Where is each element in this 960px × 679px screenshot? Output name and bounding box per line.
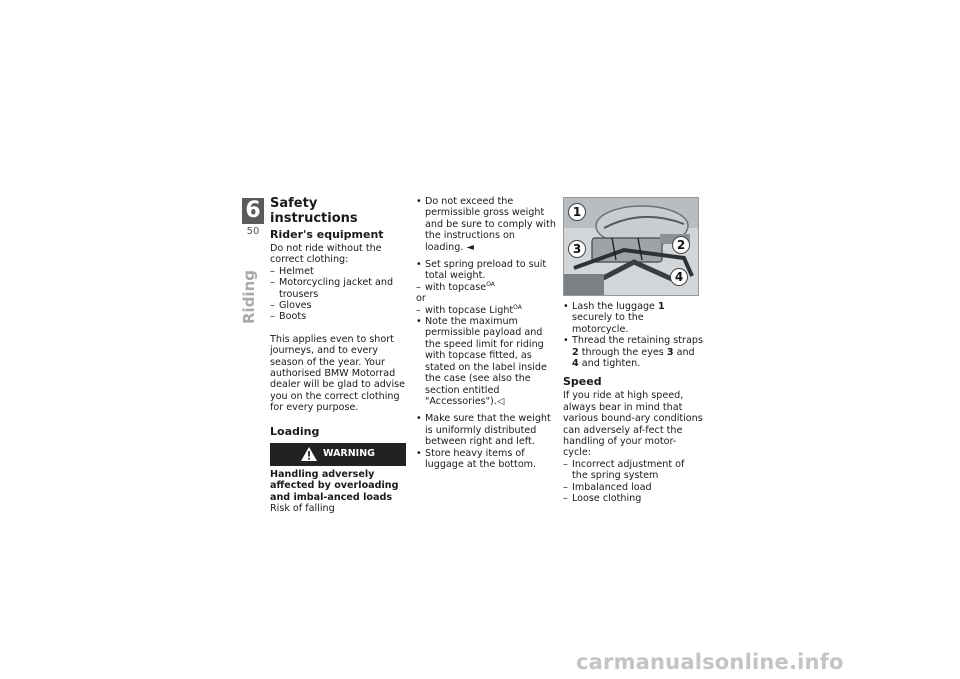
warning-text: Risk of falling	[270, 502, 335, 514]
end-marker-icon: ◄	[466, 241, 474, 253]
chapter-tab	[242, 198, 264, 224]
list-item: – Incorrect adjustment of the spring system	[563, 459, 703, 482]
topcase-list-a	[416, 282, 556, 293]
speed-paragraph: If you ride at high speed, always bear in mind that various bound-ary conditions can adversely af-fect the handling of your motor-cycle:	[563, 390, 703, 459]
callout-2: 2	[672, 236, 690, 254]
loading-list-1	[416, 196, 556, 282]
warning-title: Handling adversely affected by overloading and imbal-anced loads	[270, 468, 399, 503]
callout-1: 1	[568, 203, 586, 221]
end-marker-icon: ◁	[496, 395, 505, 407]
list-item: – Gloves	[270, 300, 406, 311]
callout-3: 3	[568, 240, 586, 258]
column-safety	[270, 196, 406, 514]
list-item: • Lash the luggage 1 securely to the motorcycle.	[563, 301, 703, 335]
speed-heading: Speed	[563, 375, 602, 389]
list-item: • Note the maximum permissible payload and the speed limit for riding with topcase fitted, as stated on the label inside the case (see also the section entitled "Accessories").◁	[416, 316, 556, 407]
list-item: • Make sure that the weight is uniformly distributed between right and left.	[416, 413, 556, 447]
loading-list-2	[416, 316, 556, 470]
warning-banner	[270, 443, 406, 466]
section-title: Safety instructions	[270, 196, 358, 226]
clothing-list	[270, 266, 406, 323]
list-item: • Do not exceed the permissible gross weight and be sure to comply with the instructions on loading. ◄	[416, 196, 556, 253]
list-item: – with topcase Light$^{OA}$	[416, 305, 556, 316]
list-item: – with topcase$^{OA}$	[416, 282, 556, 293]
list-item: – Motorcycling jacket and trousers	[270, 277, 406, 300]
or-text: or	[416, 293, 426, 305]
column-loading	[416, 196, 556, 470]
list-item: – Helmet	[270, 266, 406, 277]
list-item: – Imbalanced load	[563, 482, 703, 493]
luggage-steps	[563, 301, 703, 369]
chapter-number: 6	[245, 198, 261, 223]
list-item: • Set spring preload to suit total weight.	[416, 259, 556, 282]
list-item: • Thread the retaining straps 2 through the eyes 3 and 4 and tighten.	[563, 335, 703, 369]
riders-equipment-heading: Rider's equipment	[270, 228, 384, 241]
riders-intro: Do not ride without the correct clothing:	[270, 243, 382, 266]
column-luggage-speed	[563, 301, 703, 505]
watermark: carmanualsonline.info	[576, 650, 844, 674]
loading-heading: Loading	[270, 424, 320, 438]
topcase-list-b	[416, 305, 556, 316]
warning-label: WARNING	[323, 448, 375, 460]
speed-list	[563, 459, 703, 505]
luggage-photo	[563, 197, 699, 296]
riders-paragraph: This applies even to short journeys, and to every season of the year. Your authorised BMW Motorrad dealer will be glad to advise you on the correct clothing for every purpose.	[270, 333, 406, 414]
callout-4: 4	[670, 268, 688, 286]
chapter-title-text: Riding	[240, 270, 258, 324]
warning-triangle-icon	[301, 447, 317, 461]
list-item: • Store heavy items of luggage at the bottom.	[416, 448, 556, 471]
list-item: – Loose clothing	[563, 493, 703, 504]
page-number: 50	[246, 226, 260, 237]
list-item: – Boots	[270, 311, 406, 322]
